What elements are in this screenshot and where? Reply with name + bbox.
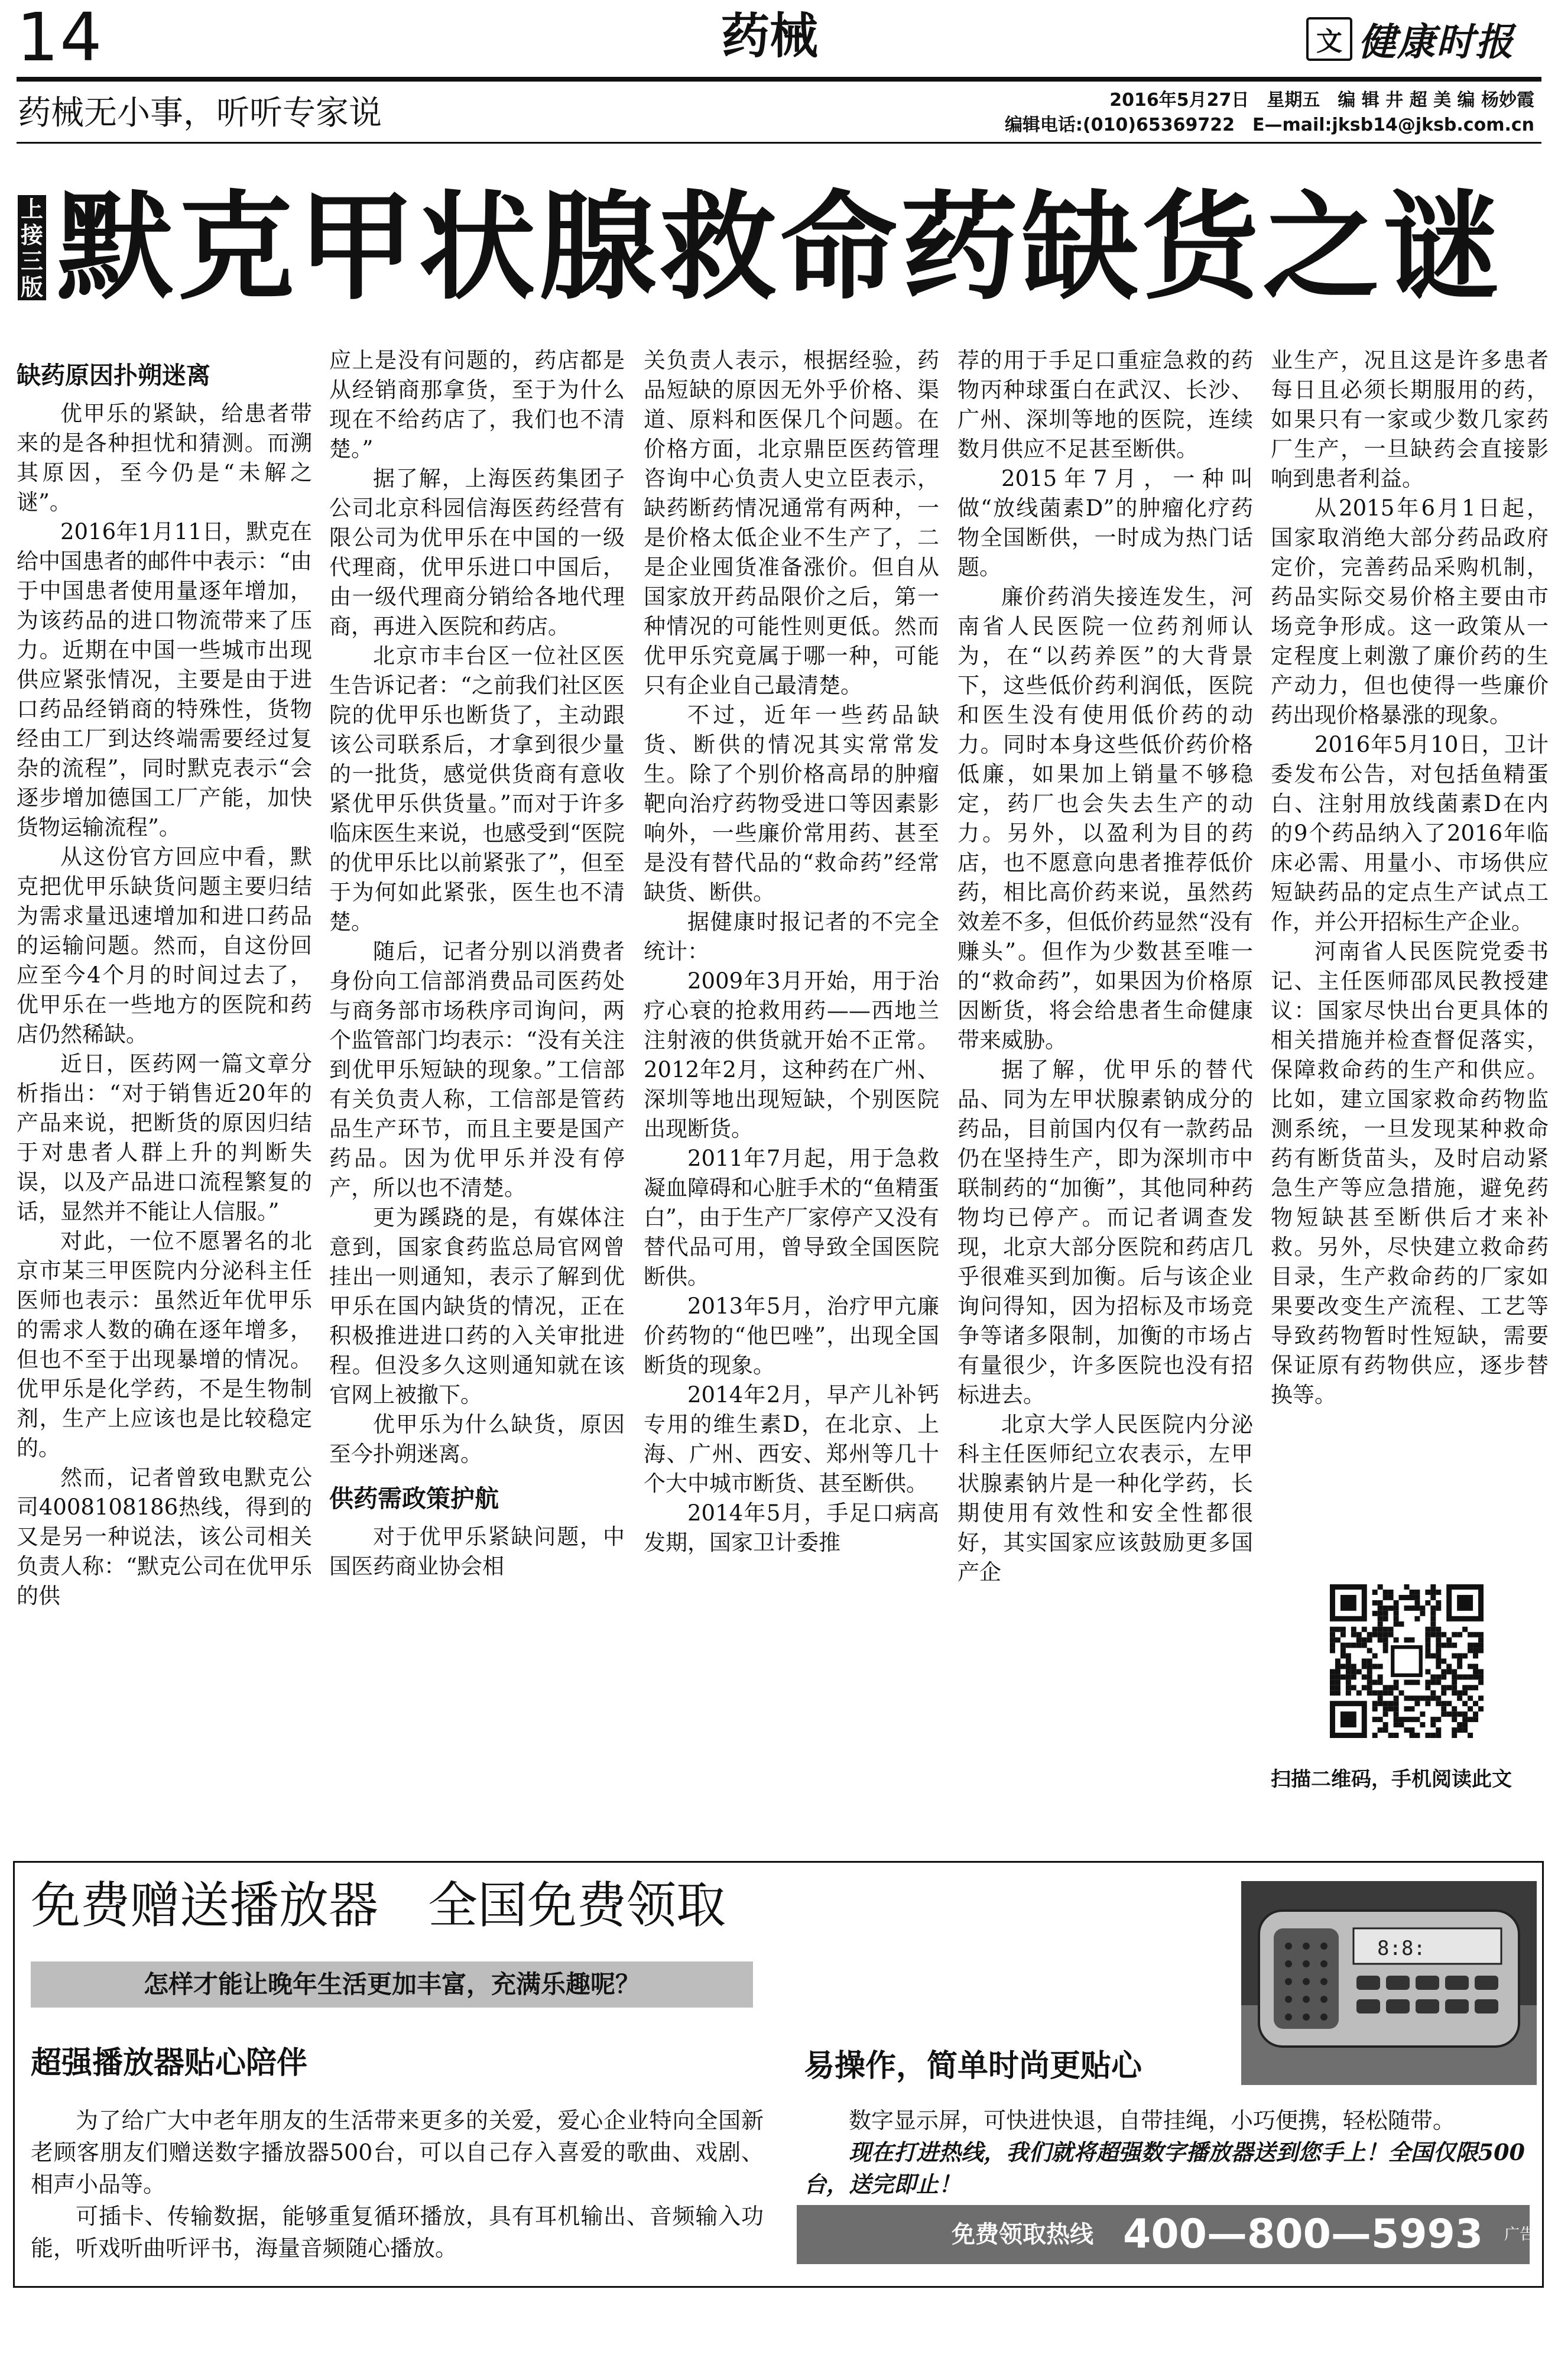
paragraph: 北京大学人民医院内分泌科主任医师纪立农表示，左甲状腺素钠片是一种化学药，长期使用有效性和安全性都很好，其实国家应该鼓励更多国产企 bbox=[957, 1412, 1253, 1585]
continued-tag: 上接三版 bbox=[18, 195, 46, 300]
paragraph: 业生产，况且这是许多患者每日且必须长期服用的药，如果只有一家或少数几家药厂生产，一旦缺药会直接影响到患者利益。 bbox=[1271, 348, 1549, 491]
paragraph: 可插卡、传输数据，能够重复循环播放，具有耳机输出、音频输入功能，听戏听曲听评书，海量音频随心播放。 bbox=[31, 2203, 764, 2261]
paragraph: 2014年2月，早产儿补钙专用的维生素D，在北京、上海、广州、西安、郑州等几十个大中城市断货、甚至断供。 bbox=[644, 1382, 939, 1496]
newspaper-logo bbox=[1306, 15, 1543, 63]
subheader-rule bbox=[17, 142, 1541, 144]
article-column-2 bbox=[329, 346, 625, 1833]
paragraph: 从2015年6月1日起，国家取消绝大部分药品政府定价，完善药品采购机制，药品实际交易价格主要由市场竞争形成。这一政策从一定程度上刺激了廉价药的生产动力，但也使得一些廉价药出现价格暴涨的现象。 bbox=[1271, 495, 1549, 728]
paragraphs bbox=[644, 346, 939, 1558]
paragraph: 优甲乐为什么缺货，原因至今扑朔迷离。 bbox=[329, 1412, 625, 1467]
device-screen-text: 8:8: bbox=[1377, 1937, 1426, 1960]
hotline-label: 免费领取热线 bbox=[952, 2221, 1093, 2248]
qr-caption: 扫描二维码，手机阅读此文 bbox=[1271, 1768, 1512, 1791]
ad-question: 怎样才能让晚年生活更加丰富，充满乐趣呢？ bbox=[143, 1970, 640, 1999]
article-headline: 默克甲状腺救命药缺货之谜 bbox=[57, 179, 1504, 316]
logo-mark-icon: 文 bbox=[1306, 17, 1352, 61]
section-heading: 供药需政策护航 bbox=[329, 1484, 499, 1513]
paragraph: 据了解，上海医药集团子公司北京科园信海医药经营有限公司为优甲乐在中国的一级代理商，优甲乐进口中国后，由一级代理商分销给各地代理商，再进入医院和药店。 bbox=[329, 466, 625, 639]
section-slogan: 药械无小事，听听专家说 bbox=[18, 94, 382, 132]
article-column-3 bbox=[644, 346, 939, 1833]
paragraph: 更为蹊跷的是，有媒体注意到，国家食药监总局官网曾挂出一则通知，表示了解到优甲乐在国内缺货的情况，正在积极推进进口药的入关审批进程。但没多久这则通知就在该官网上被撤下。 bbox=[329, 1205, 625, 1408]
paragraph: 为了给广大中老年朋友的生活带来更多的关爱，爱心企业特向全国新老顾客朋友们赠送数字播放器500台，可以自己存入喜爱的歌曲、戏剧、相声小品等。 bbox=[31, 2107, 764, 2197]
paragraph: 对此，一位不愿署名的北京市某三甲医院内分泌科主任医师也表示：虽然近年优甲乐的需求人数的确在逐年增多，但也不至于出现暴增的情况。优甲乐是化学药，不是生物制剂，生产上应该也是比较稳定的。 bbox=[17, 1228, 312, 1461]
section-heading: 缺药原因扑朔迷离 bbox=[17, 361, 210, 390]
ad-left-body bbox=[31, 2105, 764, 2264]
paragraph: 据健康时报记者的不完全统计： bbox=[644, 909, 939, 964]
edition-contact: 编辑电话:(010)65369722 E—mail:jksb14@jksb.com.cn bbox=[1004, 115, 1534, 135]
paragraph: 北京市丰台区一位社区医生告诉记者：“之前我们社区医院的优甲乐也断货了，主动跟该公司联系后，才拿到很少量的一批货，感觉供货商有意收紧优甲乐供货量。”而对于许多临床医生来说，也感受到“医院的优甲乐比以前紧张了”，但至于为何如此紧张，医生也不清楚。 bbox=[329, 643, 625, 935]
paragraphs bbox=[957, 346, 1253, 1587]
paragraph: 据了解，优甲乐的替代品、同为左甲状腺素钠成分的药品，目前国内仅有一款药品仍在坚持生产，即为深圳市中联制药的“加衡”，其他同种药物均已停产。而记者调查发现，北京大部分医院和药店几乎很难买到加衡。后与该企业询问得知，因为招标及市场竞争等诸多限制，加衡的市场占有量很少，许多医院也没有招标进去。 bbox=[957, 1057, 1253, 1408]
paragraph: 2016年5月10日，卫计委发布公告，对包括鱼精蛋白、注射用放线菌素D在内的9个药品纳入了2016年临床必需、用量小、市场供应短缺药品的定点生产试点工作，并公开招标生产企业。 bbox=[1271, 732, 1549, 935]
paragraph: 2013年5月，治疗甲亢廉价药物的“他巴唑”，出现全国断货的现象。 bbox=[644, 1293, 939, 1378]
article-column-1 bbox=[17, 346, 312, 1833]
paragraph: 从这份官方回应中看，默克把优甲乐缺货问题主要归结为需求量迅速增加和进口药品的运输问题。然而，自这份回应至今4个月的时间过去了，优甲乐在一些地方的医院和药店仍然稀缺。 bbox=[17, 844, 312, 1047]
ad-right-heading: 易操作，简单时尚更贴心 bbox=[804, 2048, 1142, 2084]
paragraph: 随后，记者分别以消费者身份向工信部消费品司医药处与商务部市场秩序司询问，两个监管部门均表示：“没有关注到优甲乐短缺的现象。”工信部有关负责人称，工信部是管药品生产环节，而且主要是国产药品。因为优甲乐并没有停产，所以也不清楚。 bbox=[329, 939, 625, 1201]
hotline-number[interactable]: 400—800—5993 bbox=[1123, 2211, 1484, 2258]
paragraph: 荐的用于手足口重症急救的药物丙种球蛋白在武汉、长沙、广州、深圳等地的医院，连续数月供应不足甚至断供。 bbox=[957, 348, 1253, 462]
article-column-5 bbox=[1271, 346, 1549, 1408]
paragraphs bbox=[329, 346, 625, 1469]
logo-text: 健康时报 bbox=[1358, 21, 1514, 64]
paragraph: 对于优甲乐紧缺问题，中国医药商业协会相 bbox=[329, 1524, 625, 1579]
paragraph: 河南省人民医院党委书记、主任医师邵凤民教授建议：国家尽快出台更具体的相关措施并检查督促落实，保障救命药的生产和供应。比如，建立国家救命药物监测系统，一旦发现某种救命药有断货苗头，及时启动紧急生产等应急措施，避免药物短缺甚至断供后才来补救。另外，尽快建立救命药目录，生产救命药的厂家如果要改变生产流程、工艺等导致药物暂时性短缺，需要保证原有药物供应，逐步替换等。 bbox=[1271, 939, 1549, 1408]
ad-title: 免费赠送播放器 全国免费领取 bbox=[31, 1876, 726, 1934]
paragraph: 近日，医药网一篇文章分析指出：“对于销售近20年的产品来说，把断货的原因归结于对患者人群上升的判断失误，以及产品进口流程繁复的话，显然并不能让人信服。” bbox=[17, 1051, 312, 1224]
article-column-4 bbox=[957, 346, 1253, 1833]
page-number: 14 bbox=[17, 0, 103, 76]
paragraph: 然而，记者曾致电默克公司4008108186热线，得到的又是另一种说法，该公司相关负责人称：“默克公司在优甲乐的供 bbox=[17, 1465, 312, 1609]
paragraphs bbox=[1271, 346, 1549, 1410]
qr-code-icon[interactable] bbox=[1330, 1584, 1484, 1738]
paragraph: 2015年7月，一种叫做“放线菌素D”的肿瘤化疗药物全国断供，一时成为热门话题。 bbox=[957, 466, 1253, 580]
ad-tag: 广告 bbox=[1504, 2226, 1536, 2243]
header-rule bbox=[17, 77, 1541, 82]
paragraph: 2014年5月，手足口病高发期，国家卫计委推 bbox=[644, 1500, 939, 1555]
ad-offer-text: 现在打进热线，我们就将超强数字播放器送到您手上！全国仅限500台，送完即止！ bbox=[804, 2139, 1525, 2197]
paragraphs bbox=[17, 399, 312, 1611]
edition-date-editors: 2016年5月27日 星期五 编 辑 井 超 美 编 杨妙霞 bbox=[1109, 90, 1534, 111]
ad-right-text: 数字显示屏，可快进快退，自带挂绳，小巧便携，轻松随带。 bbox=[849, 2107, 1456, 2133]
paragraph: 优甲乐的紧缺，给患者带来的是各种担忧和猜测。而溯其原因，至今仍是“未解之谜”。 bbox=[17, 401, 312, 515]
paragraph: 不过，近年一些药品缺货、断供的情况其实常常发生。除了个别价格高昂的肿瘤靶向治疗药物受进口等因素影响外，一些廉价常用药、甚至是没有替代品的“救命药”经常缺货、断供。 bbox=[644, 702, 939, 905]
paragraph: 廉价药消失接连发生，河南省人民医院一位药剂师认为，在“以药养医”的大背景下，这些低价药利润低，医院和医生没有使用低价药的动力。同时本身这些低价药价格低廉，如果加上销量不够稳定，药厂也会失去生产的动力。另外，以盈利为目的药店，也不愿意向患者推荐低价药，相比高价药来说，虽然药效差不多，但低价药显然“没有赚头”。但作为少数甚至唯一的“救命药”，如果因为价格原因断货，将会给患者生命健康带来威胁。 bbox=[957, 584, 1253, 1053]
paragraph: 2016年1月11日，默克在给中国患者的邮件中表示：“由于中国患者使用量逐年增加，为该药品的进口物流带来了压力。近期在中国一些城市出现供应紧张情况，主要是由于进口药品经销商的特殊性，货物经由工厂到达终端需要经过复杂的流程”，同时默克表示“会逐步增加德国工厂产能，加快货物运输流程”。 bbox=[17, 519, 312, 840]
paragraph: 2009年3月开始，用于治疗心衰的抢救用药——西地兰注射液的供货就开始不正常。2012年2月，这种药在广州、深圳等地出现短缺，个别医院出现断货。 bbox=[644, 968, 939, 1142]
ad-right-body bbox=[804, 2105, 1525, 2200]
ad-left-heading: 超强播放器贴心陪伴 bbox=[31, 2045, 308, 2081]
paragraphs bbox=[329, 1522, 625, 1581]
paragraphs bbox=[31, 2105, 764, 2264]
radio-player-photo bbox=[1241, 1881, 1537, 2085]
paragraph: 关负责人表示，根据经验，药品短缺的原因无外乎价格、渠道、原料和医保几个问题。在价格方面，北京鼎臣医药管理咨询中心负责人史立臣表示，缺药断药情况通常有两种，一是价格太低企业不生产了，二是企业囤货准备涨价。但自从国家放开药品限价之后，第一种情况的可能性则更低。然而优甲乐究竟属于哪一种，可能只有企业自己最清楚。 bbox=[644, 348, 939, 698]
paragraph: 2011年7月起，用于急救凝血障碍和心脏手术的“鱼精蛋白”，由于生产厂家停产又没有替代品可用，曾导致全国医院断供。 bbox=[644, 1146, 939, 1289]
paragraph: 应上是没有问题的，药店都是从经销商那拿货，至于为什么现在不给药店了，我们也不清楚。” bbox=[329, 348, 625, 462]
section-name: 药械 bbox=[721, 8, 819, 64]
